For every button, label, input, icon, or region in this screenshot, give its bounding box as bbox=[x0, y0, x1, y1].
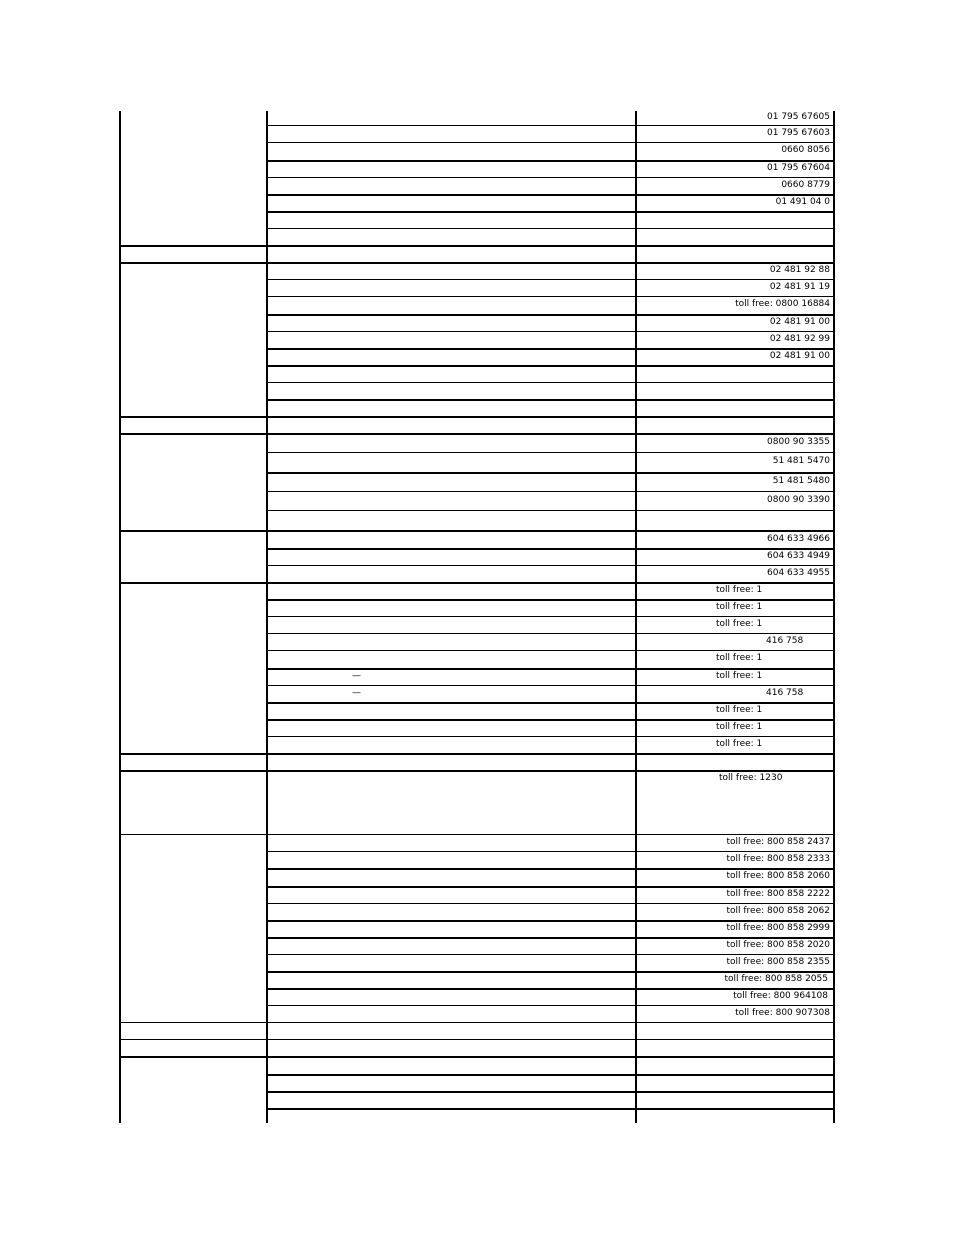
phone-number-cell: 51 481 5470 bbox=[772, 456, 830, 466]
row-divider bbox=[268, 452, 835, 453]
row-divider bbox=[268, 971, 835, 973]
phone-number-cell: 416 758 bbox=[766, 688, 804, 698]
row-divider bbox=[121, 1039, 835, 1040]
phone-number-cell: 0660 8056 bbox=[781, 145, 830, 155]
phone-number-cell: 01 491 04 0 bbox=[775, 197, 830, 207]
phone-number-cell: toll free: 800 858 2437 bbox=[726, 837, 830, 847]
row-divider bbox=[268, 937, 835, 939]
row-divider bbox=[268, 382, 835, 383]
row-divider bbox=[268, 886, 835, 888]
row-divider bbox=[268, 1005, 835, 1006]
row-divider bbox=[268, 142, 835, 143]
row-divider bbox=[121, 753, 835, 755]
phone-number-cell: 02 481 92 88 bbox=[769, 265, 830, 275]
row-divider bbox=[268, 510, 835, 511]
row-divider bbox=[268, 1108, 835, 1110]
phone-number-cell: 0800 90 3355 bbox=[767, 437, 830, 447]
row-divider bbox=[268, 920, 835, 922]
row-divider bbox=[268, 331, 835, 332]
phone-number-cell: 0660 8779 bbox=[781, 180, 830, 190]
row-divider bbox=[268, 296, 835, 297]
row-divider bbox=[268, 1091, 835, 1093]
phone-number-cell: toll free: 1 bbox=[716, 722, 763, 732]
row-divider bbox=[268, 211, 835, 213]
row-divider bbox=[121, 433, 835, 435]
phone-number-cell: 01 795 67604 bbox=[767, 163, 830, 173]
row-divider bbox=[268, 125, 835, 126]
row-divider bbox=[268, 633, 835, 634]
row-divider bbox=[268, 491, 835, 492]
phone-number-cell: 51 481 5480 bbox=[772, 476, 830, 486]
phone-number-cell: toll free: 800 858 2060 bbox=[726, 871, 830, 881]
phone-number-cell: toll free: 800 858 2355 bbox=[726, 957, 830, 967]
phone-number-cell: toll free: 1230 bbox=[719, 773, 783, 783]
row-divider bbox=[268, 194, 835, 196]
row-divider bbox=[268, 228, 835, 229]
row-divider bbox=[268, 399, 835, 401]
row-divider bbox=[268, 548, 835, 550]
row-divider bbox=[268, 702, 835, 704]
row-divider bbox=[121, 1022, 835, 1023]
phone-number-cell: 01 795 67603 bbox=[767, 128, 830, 138]
row-divider bbox=[268, 988, 835, 990]
phone-number-cell: toll free: 800 858 2020 bbox=[726, 940, 830, 950]
row-divider bbox=[121, 262, 835, 264]
phone-number-cell: 01 795 67605 bbox=[767, 112, 830, 122]
phone-number-cell: 604 633 4955 bbox=[767, 568, 830, 578]
row-divider bbox=[268, 736, 835, 737]
row-divider bbox=[121, 834, 835, 835]
row-divider bbox=[268, 616, 835, 617]
row-divider bbox=[268, 160, 835, 162]
phone-number-cell: toll free: 800 964108 bbox=[733, 991, 828, 1001]
row-divider bbox=[121, 245, 835, 247]
phone-number-cell: 0800 90 3390 bbox=[767, 495, 830, 505]
phone-number-cell: toll free: 1 bbox=[716, 602, 763, 612]
row-divider bbox=[268, 954, 835, 955]
phone-number-cell: 02 481 91 00 bbox=[769, 317, 830, 327]
phone-number-cell: toll free: 800 858 2055 bbox=[724, 974, 828, 984]
row-divider bbox=[268, 599, 835, 601]
row-divider bbox=[121, 1056, 835, 1058]
row-divider bbox=[268, 279, 835, 280]
row-divider bbox=[268, 668, 835, 670]
phone-number-cell: toll free: 1 bbox=[716, 705, 763, 715]
phone-number-cell: toll free: 800 858 2222 bbox=[726, 889, 830, 899]
phone-number-cell: toll free: 1 bbox=[716, 739, 763, 749]
row-divider bbox=[268, 472, 835, 474]
row-divider bbox=[268, 365, 835, 367]
phone-number-cell: 604 633 4966 bbox=[767, 534, 830, 544]
row-divider bbox=[268, 868, 835, 870]
phone-number-cell: 416 758 bbox=[766, 636, 804, 646]
row-divider bbox=[268, 1074, 835, 1076]
phone-number-cell: toll free: 1 bbox=[716, 653, 763, 663]
phone-number-cell: toll free: 1 bbox=[716, 619, 763, 629]
phone-number-cell: toll free: 1 bbox=[716, 585, 763, 595]
phone-number-cell: toll free: 800 858 2999 bbox=[726, 923, 830, 933]
phone-number-cell: 02 481 91 19 bbox=[769, 282, 830, 292]
row-divider bbox=[121, 416, 835, 418]
description-dash: — bbox=[352, 671, 361, 681]
row-divider bbox=[268, 903, 835, 904]
row-divider bbox=[121, 770, 835, 772]
description-dash: — bbox=[352, 688, 361, 698]
phone-number-cell: 604 633 4949 bbox=[767, 551, 830, 561]
row-divider bbox=[268, 314, 835, 316]
row-divider bbox=[121, 530, 835, 532]
row-divider bbox=[268, 685, 835, 686]
phone-number-cell: toll free: 1 bbox=[716, 671, 763, 681]
phone-number-cell: toll free: 800 907308 bbox=[735, 1008, 830, 1018]
phone-number-cell: 02 481 92 99 bbox=[769, 334, 830, 344]
phone-number-cell: toll free: 0800 16884 bbox=[735, 299, 830, 309]
phone-number-cell: toll free: 800 858 2062 bbox=[726, 906, 830, 916]
row-divider bbox=[268, 719, 835, 721]
row-divider bbox=[268, 348, 835, 350]
row-divider bbox=[268, 177, 835, 178]
row-divider bbox=[268, 565, 835, 566]
row-divider bbox=[268, 650, 835, 651]
row-divider bbox=[268, 851, 835, 852]
phone-number-cell: 02 481 91 00 bbox=[769, 351, 830, 361]
phone-number-cell: toll free: 800 858 2333 bbox=[726, 854, 830, 864]
row-divider bbox=[121, 582, 835, 584]
